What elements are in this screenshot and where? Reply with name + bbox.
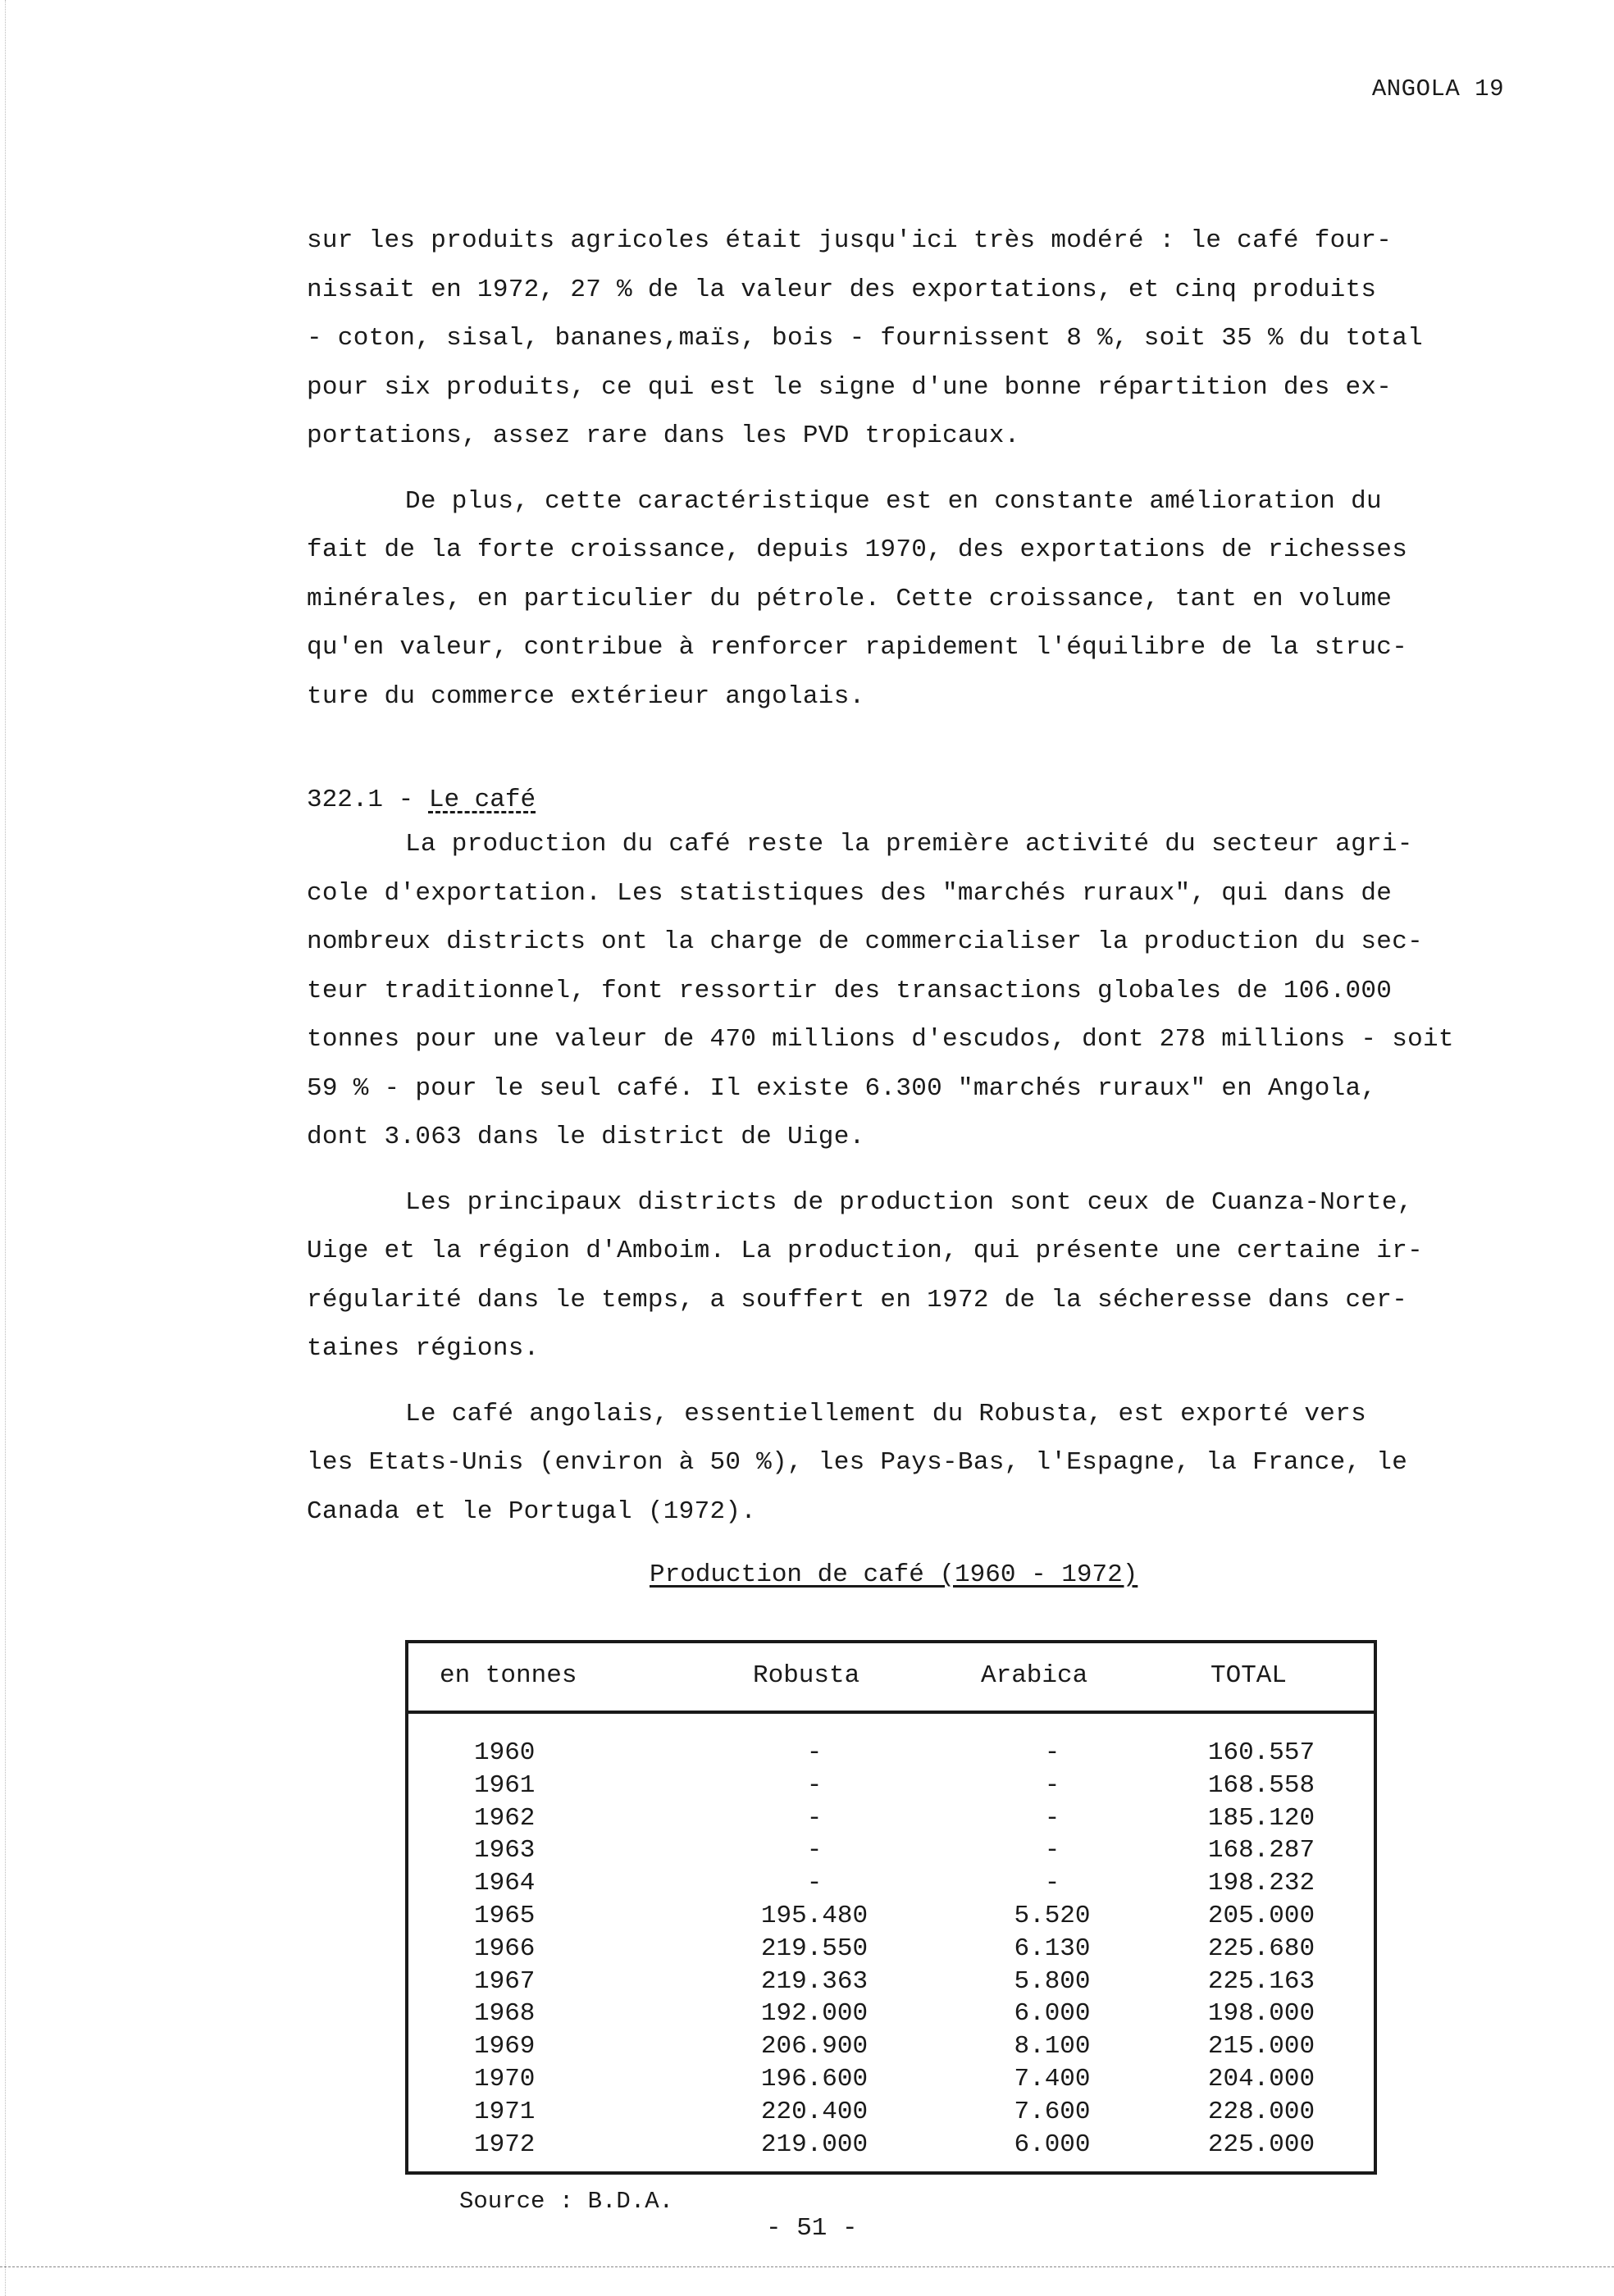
cell-total: 215.000: [1207, 2032, 1315, 2061]
cell-arabica: -: [1044, 1803, 1060, 1833]
cell-robusta: 219.000: [760, 2130, 869, 2159]
cell-total: 204.000: [1207, 2064, 1315, 2093]
section-heading: [307, 776, 536, 825]
cell-total: 185.120: [1207, 1803, 1315, 1833]
section-number: 322.1 -: [307, 786, 414, 814]
cell-total: 225.680: [1207, 1934, 1315, 1963]
cell-year: 1963: [474, 1836, 536, 1866]
cell-total: 198.000: [1207, 1999, 1315, 2029]
cell-arabica: 6.000: [1014, 2130, 1091, 2159]
cell-total: 228.000: [1207, 2097, 1315, 2126]
cell-year: 1970: [474, 2064, 536, 2093]
cell-robusta: 206.900: [760, 2032, 869, 2061]
cell-arabica: 5.800: [1014, 1966, 1091, 1996]
page-number: - 51 -: [766, 2214, 858, 2243]
cell-year: 1966: [474, 1934, 536, 1963]
header-total: TOTAL: [1210, 1661, 1288, 1690]
cell-total: 205.000: [1207, 1901, 1315, 1930]
section-paragraph-1: La production du café reste la première activité du secteur agri- cole d'exportation. Les statistiques des "marchés ruraux", qui dans de nombreux districts ont la charge de commercialiser la production du sec- teur traditionnel, font ressortir des transactions globales de 106.000 tonnes pour une valeur de 470 millions d'escudos, dont 278 millions - soit 59 % - pour le seul café. Il existe 6.300 "marchés ruraux" en Angola, dont 3.063 dans le district de Uige.: [307, 830, 1454, 1151]
cell-arabica: -: [1044, 1869, 1060, 1898]
cell-robusta: -: [806, 1803, 823, 1833]
cell-robusta: -: [806, 1770, 823, 1800]
cell-year: 1960: [474, 1738, 536, 1767]
table-row: [408, 2065, 1374, 2098]
cell-robusta: -: [806, 1738, 823, 1767]
table-row: [408, 1869, 1374, 1902]
cell-arabica: -: [1044, 1836, 1060, 1866]
cell-robusta: 192.000: [760, 1999, 869, 2029]
bottom-rule: [0, 2266, 1614, 2267]
table-body: [408, 1714, 1374, 2162]
cell-arabica: 7.400: [1014, 2064, 1091, 2093]
cell-arabica: 7.600: [1014, 2097, 1091, 2126]
cell-year: 1967: [474, 1966, 536, 1996]
table-row: [408, 1738, 1374, 1771]
header-robusta: Robusta: [753, 1661, 860, 1690]
table-row: [408, 1836, 1374, 1869]
paragraph-2: De plus, cette caractéristique est en constante amélioration du fait de la forte croissance, depuis 1970, des exportations de richesses minérales, en particulier du pétrole. Cette croissance, tant en volume qu'en valeur, contribue à renforcer rapidement l'équilibre de la struc- ture du commerce extérieur angolais.: [307, 486, 1408, 711]
cell-year: 1969: [474, 2032, 536, 2061]
cell-year: 1968: [474, 1999, 536, 2029]
table-row: [408, 1967, 1374, 2000]
margin-mark: [5, 0, 6, 2296]
cell-total: 168.558: [1207, 1770, 1315, 1800]
cell-arabica: -: [1044, 1770, 1060, 1800]
intro-text: [307, 216, 1529, 721]
cell-year: 1964: [474, 1869, 536, 1898]
header-arabica: Arabica: [981, 1661, 1088, 1690]
cell-arabica: 8.100: [1014, 2032, 1091, 2061]
table-row: [408, 2130, 1374, 2163]
cell-year: 1962: [474, 1803, 536, 1833]
cell-robusta: 220.400: [760, 2097, 869, 2126]
cell-year: 1961: [474, 1770, 536, 1800]
cell-arabica: 6.130: [1014, 1934, 1091, 1963]
table-row: [408, 1771, 1374, 1804]
table-row: [408, 1902, 1374, 1934]
cell-arabica: 6.000: [1014, 1999, 1091, 2029]
cell-total: 168.287: [1207, 1836, 1315, 1866]
cell-robusta: 219.550: [760, 1934, 869, 1963]
running-head: ANGOLA 19: [1371, 75, 1504, 102]
table-row: [408, 1999, 1374, 2032]
cell-robusta: 195.480: [760, 1901, 869, 1930]
cell-total: 225.000: [1207, 2130, 1315, 2159]
cell-total: 198.232: [1207, 1869, 1315, 1898]
cell-arabica: -: [1044, 1738, 1060, 1767]
table-row: [408, 1934, 1374, 1967]
table-header: [408, 1643, 1374, 1714]
coffee-production-table: [405, 1640, 1377, 2175]
cell-total: 160.557: [1207, 1738, 1315, 1767]
cell-robusta: 196.600: [760, 2064, 869, 2093]
paragraph-1: sur les produits agricoles était jusqu'ici très modéré : le café four- nissait en 1972, 27 % de la valeur des exportations, et cinq produits - coton, sisal, bananes,maïs, bois - fournissent 8 %, soit 35 % du total pour six produits, ce qui est le signe d'une bonne répartition des ex- portations, assez rare dans les PVD tropicaux.: [307, 226, 1424, 450]
table-row: [408, 2032, 1374, 2065]
cell-total: 225.163: [1207, 1966, 1315, 1996]
table-row: [408, 1804, 1374, 1837]
cell-arabica: 5.520: [1014, 1901, 1091, 1930]
table-row: [408, 2098, 1374, 2130]
section-paragraph-3: Le café angolais, essentiellement du Robusta, est exporté vers les Etats-Unis (environ à 50 %), les Pays-Bas, l'Espagne, la France, le Canada et le Portugal (1972).: [307, 1399, 1408, 1526]
cell-robusta: -: [806, 1836, 823, 1866]
section-title: Le café: [428, 786, 536, 814]
cell-robusta: 219.363: [760, 1966, 869, 1996]
cell-year: 1971: [474, 2097, 536, 2126]
table-source: Source : B.D.A.: [459, 2188, 674, 2215]
section-paragraph-2: Les principaux districts de production sont ceux de Cuanza-Norte, Uige et la région d'Amboim. La production, qui présente une certaine ir- régularité dans le temps, a souffert en 1972 de la sécheresse dans cer- taines régions.: [307, 1187, 1424, 1363]
table-caption: Production de café (1960 - 1972): [650, 1560, 1138, 1589]
cell-year: 1972: [474, 2130, 536, 2159]
section-body: [307, 820, 1529, 1536]
header-unit: en tonnes: [440, 1661, 577, 1690]
cell-robusta: -: [806, 1869, 823, 1898]
cell-year: 1965: [474, 1901, 536, 1930]
